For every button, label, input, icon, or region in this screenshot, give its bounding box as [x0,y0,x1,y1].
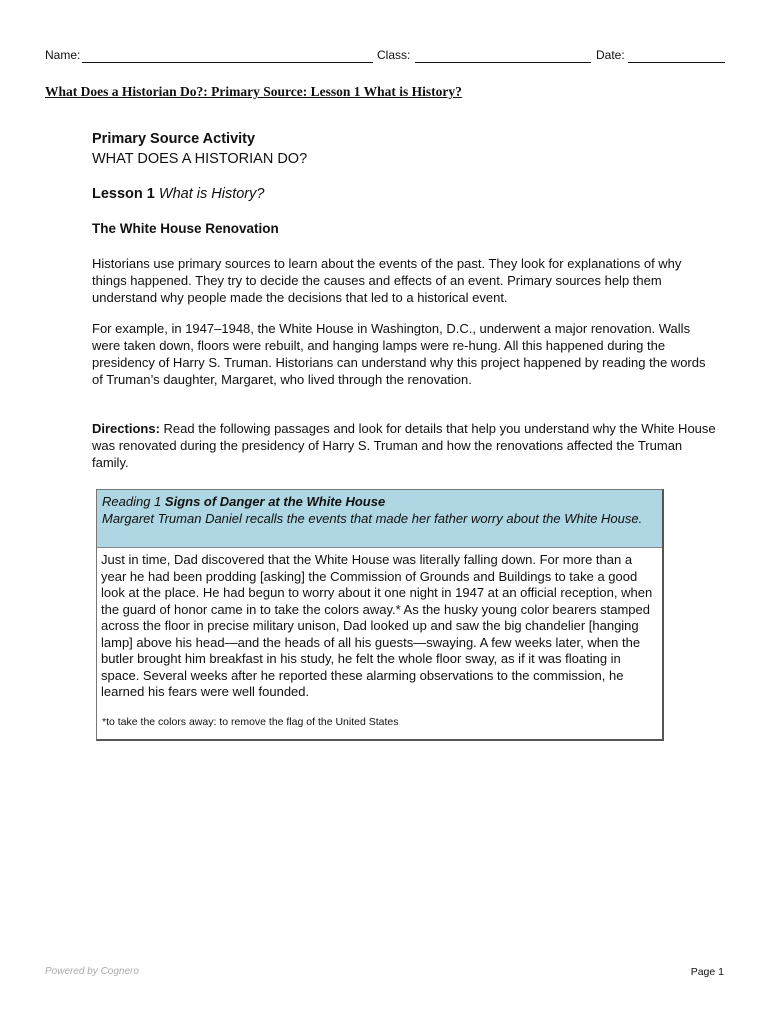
date-field[interactable] [628,62,725,63]
date-label: Date: [596,48,625,62]
lesson-title: What is History? [158,186,265,202]
lesson-heading [92,186,717,202]
class-field[interactable] [415,62,591,63]
directions-paragraph [92,420,717,471]
student-info-header [45,46,725,64]
class-label: Class: [377,48,411,62]
activity-subtitle: WHAT DOES A HISTORIAN DO? [92,151,308,167]
page-number: Page 1 [690,966,724,978]
reading-body: Just in time, Dad discovered that the White House was literally falling down. For more than a year he had been prodding [asking] the Commission of Grounds and Buildings to take a good look at the place. He had begun to worry about it one night in 1947 at an official reception, when the guard of honor came in to take the colors away.* As the husky young color bearers stamped across the floor in precise military unison, Dad looked up and saw the big chandelier [hanging lamp] above his head—and the heads of all his guests—swaying. A few weeks later, when the butler brought him breakfast in his study, he felt the whole floor sway, as if it was floating in space. Several weeks after he reported these alarming observations to the commission, he learned his fears were well founded. [101,552,653,699]
section-title: The White House Renovation [92,221,279,236]
lesson-label: Lesson 1 [92,186,155,202]
name-field[interactable] [82,62,373,63]
intro-paragraph: Historians use primary sources to learn about the events of the past. They look for explanations of why things happened. They try to decide the causes and effects of an event. Primary sources help them understand why people made the decisions that led to a historical event. [92,256,682,305]
document-title: What Does a Historian Do?: Primary Source: Lesson 1 What is History? [45,84,462,99]
powered-by-text: Powered by Cognero [45,966,139,977]
directions-text: Read the following passages and look for details that help you understand why the White House was renovated during the presidency of Harry S. Truman and how the renovations affected the Truman family. [92,421,716,470]
reading-box [96,489,664,741]
name-label: Name: [45,48,81,62]
reading-label: Reading 1 [102,494,162,509]
reading-footnote: *to take the colors away: to remove the flag of the United States [102,715,399,728]
reading-title: Signs of Danger at the White House [164,494,386,509]
example-paragraph: For example, in 1947–1948, the White House in Washington, D.C., underwent a major renovation. Walls were taken down, floors were rebuilt, and hanging lamps were re-hung. All this happened during the presidency of Harry S. Truman. Historians can understand why this project happened by reading the words of Truman’s daughter, Margaret, who lived through the renovation. [92,321,706,387]
directions-label: Directions: [92,421,160,436]
activity-title: Primary Source Activity [92,131,256,147]
reading-header [97,490,662,548]
reading-subtitle: Margaret Truman Daniel recalls the events that made her father worry about the White House. [102,510,643,526]
